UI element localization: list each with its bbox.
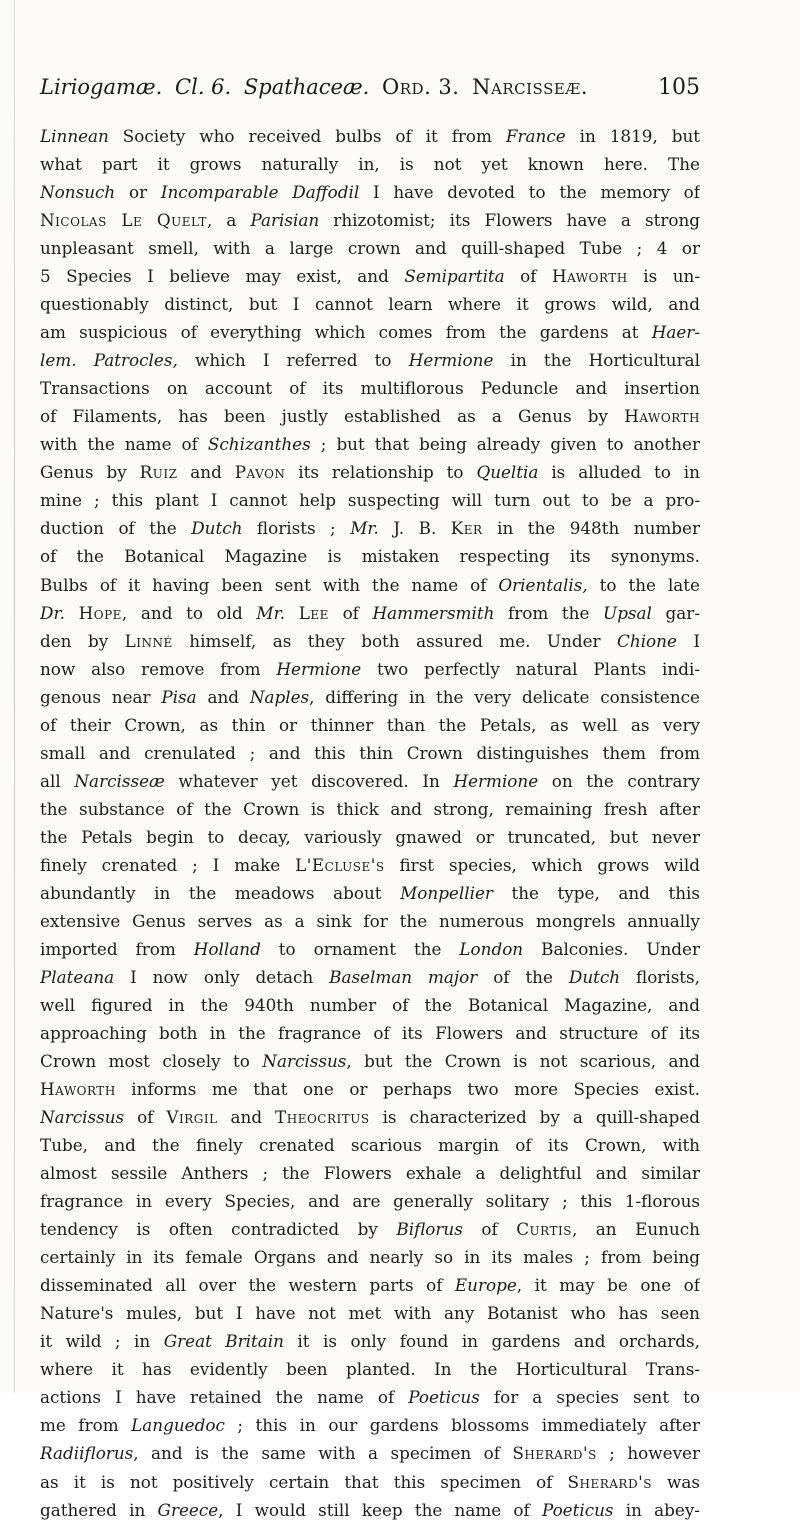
text-line bbox=[40, 935, 700, 963]
text-run: it wild ; in bbox=[40, 1331, 164, 1352]
text-line bbox=[40, 1215, 700, 1243]
italic-text: Hermione bbox=[453, 770, 539, 791]
text-run: of the bbox=[477, 966, 569, 987]
text-line bbox=[40, 1019, 700, 1047]
text-line bbox=[40, 879, 700, 907]
italic-text: Narcisseæ bbox=[74, 770, 165, 791]
text-run: florists, bbox=[620, 966, 700, 987]
text-run: imported from bbox=[40, 938, 194, 959]
text-run: the Petals begin to decay, variously gnawed or truncated, but never bbox=[40, 826, 700, 847]
italic-text: Hammersmith bbox=[372, 602, 495, 623]
italic-text: Haer- bbox=[651, 322, 700, 343]
text-run: florists ; bbox=[242, 518, 351, 539]
text-line bbox=[40, 1299, 700, 1327]
text-run: , I would still keep the name of bbox=[218, 1499, 542, 1520]
text-line bbox=[40, 178, 700, 206]
text-line bbox=[40, 851, 700, 879]
text-run: questionably distinct, but I cannot learn where it grows wild, and bbox=[40, 294, 700, 315]
italic-text: Pisa bbox=[161, 686, 197, 707]
text-run: it is only found in gardens and orchards, bbox=[283, 1331, 700, 1352]
header-order: Ord. 3. bbox=[382, 75, 460, 99]
text-run: its relationship to bbox=[285, 462, 477, 483]
text-run: to ornament the bbox=[260, 938, 460, 959]
italic-text: Upsal bbox=[603, 602, 652, 623]
text-run: of bbox=[504, 266, 552, 287]
text-run: of bbox=[124, 1107, 167, 1128]
text-run: , and to old bbox=[121, 602, 257, 623]
text-line bbox=[40, 907, 700, 935]
text-run: Crown most closely to bbox=[40, 1051, 263, 1072]
page-gutter-edge bbox=[14, 0, 15, 1393]
small-caps-name: Linné bbox=[124, 630, 173, 651]
text-run: in the Horticultural bbox=[493, 350, 700, 371]
text-run: abundantly in the meadows about bbox=[40, 882, 401, 903]
text-run: , an Eunuch bbox=[571, 1219, 700, 1240]
text-run: and bbox=[196, 686, 250, 707]
text-line bbox=[40, 1187, 700, 1215]
text-run: Transactions on account of its multiflorous Peduncle and insertion bbox=[40, 378, 700, 399]
text-run: tendency is often contradicted by bbox=[40, 1219, 397, 1240]
text-run bbox=[65, 603, 79, 623]
text-line bbox=[40, 1439, 700, 1467]
text-line bbox=[40, 1468, 700, 1496]
italic-text: Poeticus bbox=[541, 1499, 614, 1520]
text-line bbox=[40, 991, 700, 1019]
text-line bbox=[40, 795, 700, 823]
text-run: I have devoted to the memory of bbox=[359, 182, 700, 203]
italic-text: London bbox=[459, 938, 524, 959]
text-run: of the Botanical Magazine is mistaken respecting its synonyms. bbox=[40, 546, 700, 567]
text-run: in 1819, but bbox=[565, 126, 700, 146]
italic-text: lem. Patrocles, bbox=[40, 350, 178, 371]
text-run: Society who received bulbs of it from bbox=[108, 126, 506, 146]
text-line bbox=[40, 150, 700, 178]
text-run: , a bbox=[206, 210, 251, 231]
text-line bbox=[40, 599, 700, 627]
text-run: , but the Crown is not scarious, and bbox=[346, 1051, 700, 1072]
text-run: of bbox=[462, 1219, 517, 1240]
text-run: Nature's mules, but I have not met with any Botanist who has seen bbox=[40, 1303, 700, 1324]
running-header bbox=[40, 75, 700, 109]
small-caps-name: Haworth bbox=[624, 406, 700, 427]
text-run: on the contrary bbox=[538, 770, 700, 791]
text-run: himself, as they both assured me. Under bbox=[172, 630, 618, 651]
text-line bbox=[40, 711, 700, 739]
italic-text: Nonsuch bbox=[40, 182, 116, 203]
text-line bbox=[40, 402, 700, 430]
small-caps-name: Haworth bbox=[551, 266, 628, 287]
small-caps-name: L'Ecluse's bbox=[295, 854, 385, 875]
text-line bbox=[40, 346, 700, 374]
text-line bbox=[40, 486, 700, 514]
text-run: genous near bbox=[40, 686, 162, 707]
text-run: of bbox=[328, 602, 373, 623]
text-run: what part it grows naturally in, is not yet known here. The bbox=[40, 154, 700, 175]
text-run: as it is not positively certain that this specimen of bbox=[40, 1471, 568, 1492]
text-run: gar- bbox=[651, 602, 700, 623]
italic-text: Poeticus bbox=[408, 1387, 480, 1408]
text-line bbox=[40, 739, 700, 767]
small-caps-name: Sherard's bbox=[512, 1443, 597, 1464]
text-run: in the 948th number bbox=[482, 518, 700, 539]
text-line bbox=[40, 1131, 700, 1159]
italic-text: Dutch bbox=[191, 518, 243, 539]
italic-text: Biflorus bbox=[396, 1219, 463, 1240]
text-run: ; however bbox=[596, 1443, 700, 1464]
text-run: unpleasant smell, with a large crown and quill-shaped Tube ; 4 or bbox=[40, 238, 700, 259]
text-run: which I referred to bbox=[177, 350, 409, 371]
text-line bbox=[40, 318, 700, 346]
text-run: was bbox=[651, 1471, 700, 1492]
text-line bbox=[40, 1355, 700, 1383]
text-run: Balconies. Under bbox=[523, 938, 700, 959]
text-line bbox=[40, 290, 700, 318]
text-run: ; but that being already given to another bbox=[310, 434, 700, 455]
italic-text: Hermione bbox=[408, 350, 494, 371]
italic-text: Orientalis, bbox=[498, 574, 588, 595]
text-run: am suspicious of everything which comes from the gardens at bbox=[40, 322, 652, 343]
italic-text: Holland bbox=[193, 938, 261, 959]
italic-text: Hermione bbox=[276, 658, 362, 679]
text-line bbox=[40, 1383, 700, 1411]
small-caps-name: Pavon bbox=[234, 462, 286, 483]
text-run: gathered in bbox=[40, 1499, 158, 1520]
text-run: is alluded to in bbox=[538, 462, 700, 483]
italic-text: Great Britain bbox=[163, 1331, 284, 1352]
small-caps-name: Hope bbox=[78, 602, 122, 623]
italic-text: Europe bbox=[454, 1275, 517, 1296]
italic-text: Queltia bbox=[476, 462, 539, 483]
small-caps-name: Virgil bbox=[166, 1107, 218, 1128]
italic-text: Linnean bbox=[40, 126, 109, 146]
italic-text: Mr. bbox=[350, 518, 379, 539]
text-run: I now only detach bbox=[114, 966, 330, 987]
text-run: Bulbs of it having been sent with the name of bbox=[40, 574, 499, 595]
italic-text: Plateana bbox=[40, 966, 115, 987]
text-run: duction of the bbox=[40, 518, 192, 539]
italic-text: Parisian bbox=[250, 210, 320, 231]
text-line bbox=[40, 1411, 700, 1439]
text-run: mine ; this plant I cannot help suspecting will turn out to be a pro- bbox=[40, 490, 700, 511]
header-order-name: Narcisseæ. bbox=[472, 75, 588, 99]
text-line bbox=[40, 262, 700, 290]
text-run: is characterized by a quill-shaped bbox=[369, 1107, 700, 1128]
text-run: me from bbox=[40, 1415, 132, 1436]
text-run: with the name of bbox=[40, 434, 208, 455]
text-run: where it has evidently been planted. In the Horticultural Trans- bbox=[40, 1359, 700, 1380]
text-run: the substance of the Crown is thick and strong, remaining fresh after bbox=[40, 798, 700, 819]
text-line bbox=[40, 1271, 700, 1299]
italic-text: Mr. bbox=[256, 602, 286, 623]
text-run: and bbox=[177, 462, 235, 483]
text-line bbox=[40, 1496, 700, 1524]
text-line bbox=[40, 514, 700, 542]
italic-text: Greece bbox=[157, 1499, 219, 1520]
text-line bbox=[40, 1327, 700, 1355]
text-line bbox=[40, 374, 700, 402]
text-run: or bbox=[115, 182, 161, 203]
text-run: , and is the same with a specimen of bbox=[133, 1443, 513, 1464]
page-number: 105 bbox=[658, 75, 700, 100]
text-run: I bbox=[676, 630, 700, 651]
text-run: two perfectly natural Plants indi- bbox=[361, 658, 700, 679]
text-run bbox=[285, 603, 299, 623]
text-line bbox=[40, 458, 700, 486]
text-line bbox=[40, 1047, 700, 1075]
text-run: certainly in its female Organs and nearly so in its males ; from being bbox=[40, 1247, 700, 1268]
text-line bbox=[40, 767, 700, 795]
text-run: , differing in the very delicate consistence bbox=[309, 686, 700, 707]
text-run: small and crenulated ; and this thin Crown distinguishes them from bbox=[40, 742, 700, 763]
text-line bbox=[40, 655, 700, 683]
text-line bbox=[40, 627, 700, 655]
italic-text: Dutch bbox=[568, 966, 621, 987]
italic-text: Dr. bbox=[40, 602, 65, 623]
text-run: of Filaments, has been justly established as a Genus by bbox=[40, 406, 625, 427]
small-caps-name: Theocritus bbox=[275, 1107, 370, 1128]
small-caps-name: Haworth bbox=[40, 1079, 116, 1100]
text-line bbox=[40, 823, 700, 851]
text-line bbox=[40, 430, 700, 458]
small-caps-name: Lee bbox=[298, 602, 329, 623]
text-run: J. B. bbox=[378, 518, 451, 539]
text-line bbox=[40, 1103, 700, 1131]
text-run: for a species sent to bbox=[479, 1387, 700, 1408]
text-run: actions I have retained the name of bbox=[40, 1387, 409, 1408]
text-run: now also remove from bbox=[40, 658, 277, 679]
text-run: approaching both in the fragrance of its Flowers and structure of its bbox=[40, 1023, 700, 1043]
small-caps-name: Ruiz bbox=[139, 462, 178, 483]
italic-text: Radiiflorus bbox=[40, 1443, 134, 1464]
text-run: 5 Species I believe may exist, and bbox=[40, 266, 405, 287]
text-run: den by bbox=[40, 630, 125, 651]
text-line bbox=[40, 683, 700, 711]
text-run: extensive Genus serves as a sink for the numerous mongrels annually bbox=[40, 910, 700, 931]
italic-text: Semipartita bbox=[404, 266, 505, 287]
italic-text: Narcissus bbox=[262, 1051, 347, 1072]
small-caps-name: Ker bbox=[450, 518, 483, 539]
text-line bbox=[40, 1075, 700, 1103]
text-run: finely crenated ; I make bbox=[40, 854, 296, 875]
italic-text: Schizanthes bbox=[207, 434, 311, 455]
text-run: from the bbox=[494, 602, 604, 623]
text-line bbox=[40, 1243, 700, 1271]
header-class-name: Spathaceæ. bbox=[243, 75, 370, 99]
header-genus: Liriogamæ. bbox=[40, 75, 163, 99]
body-text bbox=[40, 122, 700, 1524]
text-run: fragrance in every Species, and are generally solitary ; this 1-florous bbox=[40, 1191, 700, 1212]
text-run: disseminated all over the western parts of bbox=[40, 1275, 455, 1296]
text-run: first species, which grows wild bbox=[384, 854, 700, 875]
small-caps-name: Curtis bbox=[516, 1219, 572, 1240]
text-line bbox=[40, 1159, 700, 1187]
text-line bbox=[40, 122, 700, 150]
running-header-left bbox=[40, 75, 594, 99]
italic-text: Monpellier bbox=[400, 882, 493, 903]
small-caps-name: Sherard's bbox=[567, 1471, 652, 1492]
text-run: in abey- bbox=[613, 1499, 700, 1520]
header-class: Cl. 6. bbox=[175, 75, 232, 99]
text-run: the type, and this bbox=[492, 882, 700, 903]
text-line bbox=[40, 963, 700, 991]
italic-text: Narcissus bbox=[40, 1107, 125, 1128]
text-run: is un- bbox=[627, 266, 700, 287]
italic-text: Languedoc bbox=[131, 1415, 225, 1436]
text-run: all bbox=[40, 770, 75, 791]
italic-text: Chione bbox=[617, 630, 677, 651]
text-run: and bbox=[217, 1107, 276, 1128]
text-line bbox=[40, 206, 700, 234]
italic-text: Incomparable Daffodil bbox=[160, 182, 360, 203]
text-run: ; this in our gardens blossoms immediately after bbox=[224, 1415, 700, 1436]
text-run: well figured in the 940th number of the Botanical Magazine, and bbox=[40, 994, 700, 1015]
text-run: informs me that one or perhaps two more Species exist. bbox=[115, 1079, 700, 1100]
text-run: , it may be one of bbox=[516, 1275, 700, 1296]
text-run: Genus by bbox=[40, 462, 140, 483]
text-run: almost sessile Anthers ; the Flowers exhale a delightful and similar bbox=[40, 1163, 700, 1184]
text-run: Tube, and the finely crenated scarious margin of its Crown, with bbox=[40, 1135, 700, 1156]
text-run: rhizotomist; its Flowers have a strong bbox=[319, 210, 700, 231]
text-run: of their Crown, as thin or thinner than the Petals, as well as very bbox=[40, 714, 700, 735]
italic-text: Baselman major bbox=[329, 966, 478, 987]
text-line bbox=[40, 234, 700, 262]
italic-text: France bbox=[505, 126, 566, 146]
text-line bbox=[40, 571, 700, 599]
text-run: to the late bbox=[587, 574, 700, 595]
small-caps-name: Nicolas Le Quelt bbox=[40, 210, 207, 231]
italic-text: Naples bbox=[249, 686, 310, 707]
text-run: whatever yet discovered. In bbox=[164, 770, 454, 791]
text-line bbox=[40, 542, 700, 570]
